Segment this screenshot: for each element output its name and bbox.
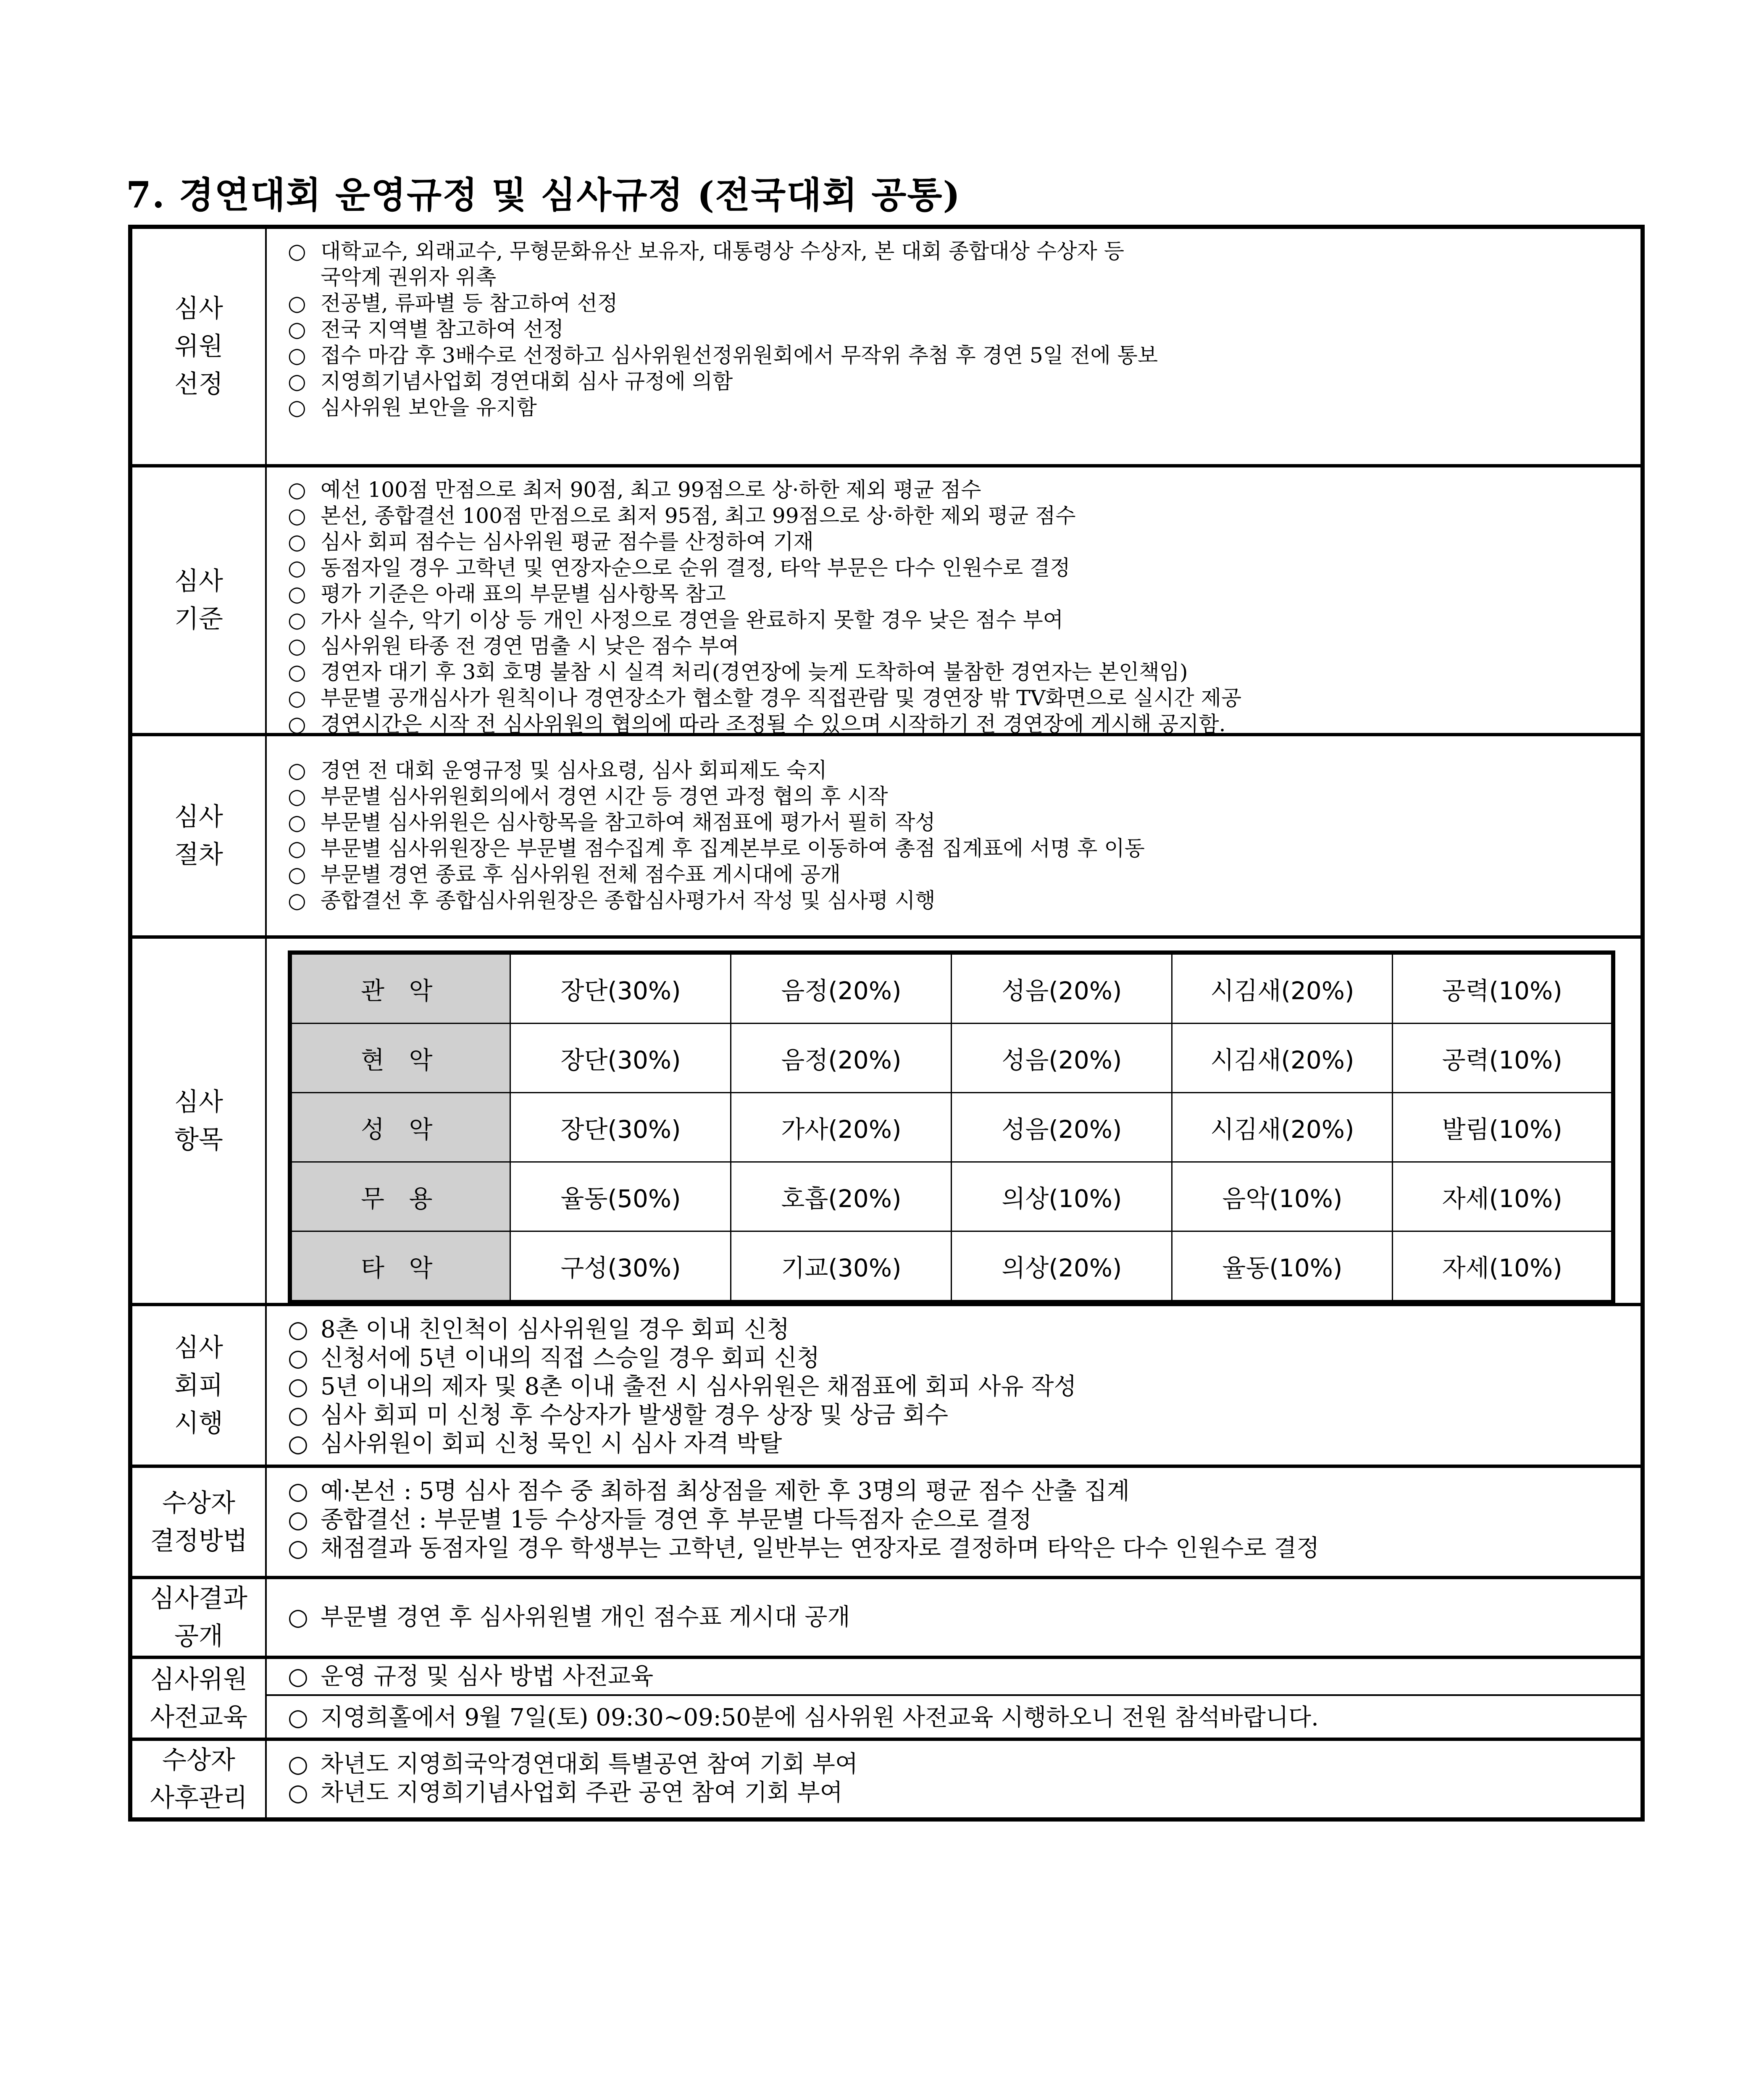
table-cell: 기교(30%) <box>731 1231 952 1302</box>
rules-table <box>128 225 1645 1822</box>
table-cell: 장단(30%) <box>510 1093 731 1162</box>
list-item: ○ 운영 규정 및 심사 방법 사전교육 <box>267 1659 1640 1694</box>
bullet-icon: ○ <box>288 317 306 341</box>
list-item: ○ 지영희기념사업회 경연대회 심사 규정에 의함 <box>288 369 733 394</box>
bullet-icon: ○ <box>288 862 306 887</box>
table-cell: 시김새(20%) <box>1172 953 1393 1024</box>
table-cell: 가사(20%) <box>731 1093 952 1162</box>
bullet-icon: ○ <box>288 836 306 861</box>
table-row <box>290 953 1613 1024</box>
label-line: 심사결과 <box>150 1584 247 1613</box>
section-content <box>267 939 1640 1303</box>
section-pre-education <box>132 1656 1640 1738</box>
table-cell: 호흡(20%) <box>731 1162 952 1231</box>
section-content <box>267 1579 1640 1656</box>
table-row <box>290 1162 1613 1231</box>
bullet-icon: ○ <box>288 784 306 808</box>
bullet-icon: ○ <box>288 1478 308 1505</box>
bullet-icon: ○ <box>288 660 306 684</box>
table-cell: 공력(10%) <box>1393 1024 1613 1093</box>
list-item: ○ 접수 마감 후 3배수로 선정하고 심사위원선정위원회에서 무작위 추첨 후 경연 5일 전에 통보 <box>288 343 1158 368</box>
table-row <box>290 1024 1613 1093</box>
table-cell: 성음(20%) <box>952 1024 1172 1093</box>
bullet-icon: ○ <box>288 758 306 782</box>
scoring-table <box>288 950 1615 1304</box>
table-cell: 장단(30%) <box>510 1024 731 1093</box>
bullet-icon: ○ <box>288 888 306 913</box>
label-line: 기준 <box>174 604 223 634</box>
list-item: ○ 신청서에 5년 이내의 직접 스승일 경우 회피 신청 <box>288 1344 820 1372</box>
table-cell: 발림(10%) <box>1393 1093 1613 1162</box>
list-item: ○ 부문별 심사위원장은 부문별 점수집계 후 집계본부로 이동하여 총점 집계표에 서명 후 이동 <box>288 836 1145 861</box>
list-item: ○ 본선, 종합결선 100점 만점으로 최저 95점, 최고 99점으로 상·하한 제외 평균 점수 <box>288 504 1076 528</box>
table-cell: 의상(20%) <box>952 1231 1172 1302</box>
bullet-icon: ○ <box>288 1506 308 1533</box>
table-cell: 음정(20%) <box>731 953 952 1024</box>
section-content <box>267 1741 1640 1817</box>
table-cell: 의상(10%) <box>952 1162 1172 1231</box>
list-item: ○ 차년도 지영희기념사업회 주관 공연 참여 기회 부여 <box>288 1779 843 1806</box>
bullet-icon: ○ <box>288 478 306 502</box>
list-item: ○ 심사 회피 미 신청 후 수상자가 발생할 경우 상장 및 상금 회수 <box>288 1402 949 1429</box>
category-cell: 성 악 <box>290 1093 510 1162</box>
list-item: ○ 심사위원 타종 전 경연 멈출 시 낮은 점수 부여 <box>288 634 739 658</box>
label-line: 심사 <box>174 802 223 832</box>
bullet-icon: ○ <box>288 530 306 554</box>
bullet-icon: ○ <box>288 369 306 394</box>
list-item: ○ 부문별 심사위원은 심사항목을 참고하여 채점표에 평가서 필히 작성 <box>288 810 936 835</box>
label-line: 심사 <box>174 1333 223 1362</box>
section-label <box>132 1659 267 1738</box>
bullet-icon: ○ <box>288 1430 308 1457</box>
table-cell: 성음(20%) <box>952 953 1172 1024</box>
list-item: ○ 경연자 대기 후 3회 호명 불참 시 실격 처리(경연장에 늦게 도착하여 불참한 경연자는 본인책임) <box>288 660 1188 684</box>
section-content <box>267 736 1640 935</box>
list-item: ○ 동점자일 경우 고학년 및 연장자순으로 순위 결정, 타악 부문은 다수 인원수로 결정 <box>288 556 1070 580</box>
bullet-icon: ○ <box>288 395 306 420</box>
category-cell: 무 용 <box>290 1162 510 1231</box>
list-item: ○ 전국 지역별 참고하여 선정 <box>288 317 564 341</box>
section-winner-aftercare <box>132 1738 1640 1817</box>
table-cell: 율동(10%) <box>1172 1231 1393 1302</box>
list-item: ○ 지영희홀에서 9월 7일(토) 09:30~09:50분에 심사위원 사전교육 시행하오니 전원 참석바랍니다. <box>267 1694 1640 1738</box>
page-title: 7. 경연대회 운영규정 및 심사규정 (전국대회 공통) <box>126 174 961 216</box>
category-cell: 관 악 <box>290 953 510 1024</box>
section-judging-procedure <box>132 733 1640 935</box>
label-line: 선정 <box>174 370 223 399</box>
label-line: 심사위원 <box>150 1664 247 1694</box>
list-item: ○ 종합결선 후 종합심사위원장은 종합심사평가서 작성 및 심사평 시행 <box>288 888 936 913</box>
label-line: 심사 <box>174 1087 223 1117</box>
table-cell: 율동(50%) <box>510 1162 731 1231</box>
section-content <box>267 467 1640 736</box>
bullet-icon: ○ <box>288 712 306 736</box>
table-row <box>290 1231 1613 1302</box>
list-item: ○ 5년 이내의 제자 및 8촌 이내 출전 시 심사위원은 채점표에 회피 사유 작성 <box>288 1373 1077 1400</box>
label-line: 회피 <box>174 1370 223 1400</box>
list-item: ○ 가사 실수, 악기 이상 등 개인 사정으로 경연을 완료하지 못할 경우 낮은 점수 부여 <box>288 608 1064 632</box>
table-cell: 구성(30%) <box>510 1231 731 1302</box>
bullet-icon: ○ <box>288 239 306 263</box>
bullet-icon: ○ <box>288 1604 308 1631</box>
bullet-icon: ○ <box>288 1316 308 1343</box>
bullet-icon: ○ <box>288 556 306 580</box>
list-item: ○ 부문별 경연 후 심사위원별 개인 점수표 게시대 공개 <box>288 1604 850 1631</box>
label-line: 수상자 <box>162 1746 235 1775</box>
table-cell: 장단(30%) <box>510 953 731 1024</box>
bullet-icon: ○ <box>288 1344 308 1372</box>
section-label <box>132 736 267 935</box>
table-row <box>290 1093 1613 1162</box>
bullet-icon: ○ <box>288 1535 308 1562</box>
list-item: ○ 종합결선 : 부문별 1등 수상자들 경연 후 부문별 다득점자 순으로 결정 <box>288 1506 1032 1533</box>
table-cell: 성음(20%) <box>952 1093 1172 1162</box>
label-line: 결정방법 <box>150 1526 247 1556</box>
section-judge-avoidance <box>132 1303 1640 1465</box>
section-label <box>132 1468 267 1576</box>
section-content <box>267 1659 1640 1738</box>
label-line: 항목 <box>174 1125 223 1155</box>
list-item: ○ 심사위원 보안을 유지함 <box>288 395 537 420</box>
list-item: ○ 심사위원이 회피 신청 묵인 시 심사 자격 박탈 <box>288 1430 782 1457</box>
bullet-icon: ○ <box>288 1373 308 1400</box>
table-cell: 시김새(20%) <box>1172 1093 1393 1162</box>
bullet-icon: ○ <box>288 291 306 315</box>
table-cell: 시김새(20%) <box>1172 1024 1393 1093</box>
category-cell: 타 악 <box>290 1231 510 1302</box>
bullet-icon: ○ <box>288 1402 308 1429</box>
label-line: 사전교육 <box>150 1702 247 1732</box>
section-winner-method <box>132 1465 1640 1576</box>
table-cell: 음악(10%) <box>1172 1162 1393 1231</box>
label-line: 심사 <box>174 294 223 323</box>
list-item: ○ 차년도 지영희국악경연대회 특별공연 참여 기회 부여 <box>288 1751 858 1778</box>
category-cell: 현 악 <box>290 1024 510 1093</box>
section-judging-criteria <box>132 464 1640 736</box>
label-line: 위원 <box>174 332 223 361</box>
section-judge-selection <box>132 229 1640 464</box>
section-judging-items <box>132 935 1640 1303</box>
section-label <box>132 1579 267 1656</box>
list-item: ○ 부문별 심사위원회의에서 경연 시간 등 경연 과정 협의 후 시작 <box>288 784 888 808</box>
table-cell: 공력(10%) <box>1393 953 1613 1024</box>
bullet-icon: ○ <box>288 634 306 658</box>
label-line: 수상자 <box>162 1488 235 1518</box>
section-label <box>132 467 267 733</box>
label-line: 공개 <box>174 1622 223 1651</box>
list-item: ○ 평가 기준은 아래 표의 부문별 심사항목 참고 <box>288 582 726 606</box>
section-content <box>267 1306 1640 1465</box>
bullet-icon: ○ <box>288 1751 308 1778</box>
list-item: ○ 부문별 경연 종료 후 심사위원 전체 점수표 게시대에 공개 <box>288 862 841 887</box>
section-label <box>132 229 267 464</box>
list-item: ○ 채점결과 동점자일 경우 학생부는 고학년, 일반부는 연장자로 결정하며 타악은 다수 인원수로 결정 <box>288 1535 1320 1562</box>
bullet-icon: ○ <box>288 1663 308 1690</box>
bullet-icon: ○ <box>288 343 306 368</box>
table-cell: 자세(10%) <box>1393 1231 1613 1302</box>
list-item: ○ 심사 회피 점수는 심사위원 평균 점수를 산정하여 기재 <box>288 530 814 554</box>
bullet-icon: ○ <box>288 608 306 632</box>
bullet-icon: ○ <box>288 582 306 606</box>
list-item: ○ 경연 전 대회 운영규정 및 심사요령, 심사 회피제도 숙지 <box>288 758 827 782</box>
list-item: ○ 부문별 공개심사가 원칙이나 경연장소가 협소할 경우 직접관람 및 경연장 밖 TV화면으로 실시간 제공 <box>288 686 1242 710</box>
bullet-icon: ○ <box>288 504 306 528</box>
label-line: 시행 <box>174 1408 223 1438</box>
list-item: ○ 예·본선 : 5명 심사 점수 중 최하점 최상점을 제한 후 3명의 평균 점수 산출 집계 <box>288 1478 1130 1505</box>
list-item: ○ 대학교수, 외래교수, 무형문화유산 보유자, 대통령상 수상자, 본 대회 종합대상 수상자 등 <box>288 239 1125 263</box>
list-item: ○ 8촌 이내 친인척이 심사위원일 경우 회피 신청 <box>288 1316 790 1343</box>
label-line: 절차 <box>174 840 223 869</box>
list-item: ○ 전공별, 류파별 등 참고하여 선정 <box>288 291 618 315</box>
section-label <box>132 1306 267 1465</box>
table-cell: 음정(20%) <box>731 1024 952 1093</box>
list-item: ○ 경연시간은 시작 전 심사위원의 협의에 따라 조정될 수 있으며 시작하기 전 경연장에 게시해 공지함. <box>288 712 1226 736</box>
list-item: ○ 예선 100점 만점으로 최저 90점, 최고 99점으로 상·하한 제외 평균 점수 <box>288 478 981 502</box>
bullet-icon: ○ <box>288 810 306 835</box>
section-results-public <box>132 1576 1640 1656</box>
section-label <box>132 939 267 1303</box>
bullet-icon: ○ <box>288 686 306 710</box>
section-label <box>132 1741 267 1817</box>
section-content <box>267 1468 1640 1576</box>
bullet-icon: ○ <box>288 1779 308 1806</box>
label-line: 심사 <box>174 567 223 596</box>
section-content <box>267 229 1640 464</box>
bullet-icon: ○ <box>288 1704 308 1731</box>
list-item: 국악계 권위자 위촉 <box>321 265 497 289</box>
label-line: 사후관리 <box>150 1783 247 1813</box>
table-cell: 자세(10%) <box>1393 1162 1613 1231</box>
